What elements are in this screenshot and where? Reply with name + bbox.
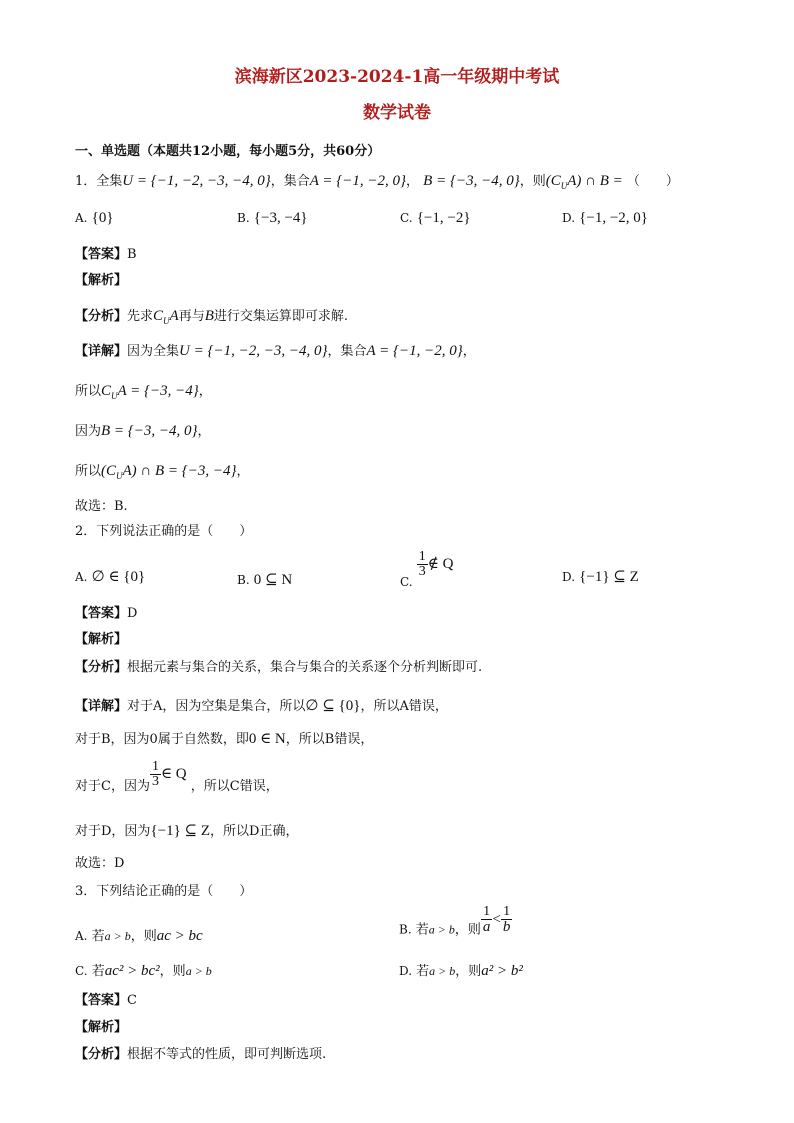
- q2-xiangjie-4: [75, 820, 298, 840]
- q2-x3-pre: 对于C，因为: [75, 779, 150, 794]
- q3-option-a-cond: a > b: [104, 929, 131, 943]
- q2-conclusion: 故选：D: [75, 856, 125, 871]
- q1-x2-expr: [101, 383, 199, 399]
- q1-x4-tail: A) ∩ B = {−3, −4}: [122, 463, 237, 479]
- section-heading: 一、单选题（本题共12小题，每小题5分，共60分）: [75, 144, 381, 159]
- q1-x1-a: A = {−1, −2, 0}: [366, 343, 463, 359]
- q3-option-a: [75, 925, 203, 945]
- q3-fenxi-tag: 【分析】: [75, 1047, 128, 1062]
- q1-x4-sub: U: [116, 471, 123, 481]
- q2-fenxi: [75, 656, 482, 675]
- q2-option-d-label: D.: [562, 570, 576, 584]
- q2-option-c-den: 3: [418, 564, 426, 579]
- q1-stem: [75, 170, 679, 191]
- q3-option-c-cond: ac² > bc²: [104, 963, 160, 979]
- q1-x4-expr: [101, 463, 237, 479]
- q1-option-a-label: A.: [75, 211, 88, 225]
- q1-fenxi-expr-tail: A: [169, 308, 179, 324]
- q1-expr-sub: U: [560, 181, 568, 191]
- q3-option-b-frac1: [481, 905, 493, 935]
- q2-option-c: [400, 550, 453, 589]
- q1-x2-pre: 所以: [75, 384, 102, 399]
- q1-xiangjie-4: [75, 460, 250, 481]
- q1-x3-pre: 因为: [75, 424, 102, 439]
- q2-x3-post: ，所以C错误，: [190, 779, 279, 794]
- q1-fenxi-tag: 【分析】: [75, 309, 128, 324]
- q1-option-a-value: {0}: [91, 210, 114, 226]
- q1-fenxi-mid: 再与: [178, 309, 205, 324]
- exam-title: 滨海新区2023-2024-1高一年级期中考试: [234, 67, 560, 87]
- q1-option-d-label: D.: [562, 211, 576, 225]
- q1-option-b: [237, 210, 308, 227]
- q1-conclusion: 故选：B.: [75, 499, 128, 514]
- q3-option-b-mid: ，则: [454, 922, 481, 938]
- q1-x2-c: C: [101, 383, 112, 399]
- q3-option-c-label: C.: [75, 964, 88, 978]
- q2-analysis-tag: 【解析】: [75, 632, 128, 647]
- q1-fenxi-expr-head: C: [153, 308, 164, 324]
- q1-answer-tag: 【答案】: [75, 247, 128, 262]
- q2-option-c-label: C.: [400, 575, 413, 589]
- q1-xiangjie-tag: 【详解】: [75, 344, 128, 359]
- q3-option-a-pre: 若: [91, 929, 105, 944]
- q3-option-b-lt: <: [492, 911, 501, 928]
- q1-option-d: [562, 210, 648, 227]
- q2-fenxi-text: 根据元素与集合的关系，集合与集合的关系逐个分析判断即可.: [127, 660, 483, 675]
- q1-fenxi-post: 进行交集运算即可求解.: [213, 309, 349, 324]
- q1-xiangjie-1: [75, 340, 476, 360]
- q3-option-c-pre: 若: [91, 964, 105, 979]
- q2-xiangjie-2: [75, 728, 373, 748]
- q3-option-c: [75, 960, 212, 980]
- q1-x3-b: B = {−3, −4, 0}: [101, 423, 198, 439]
- q2-stem: 2．下列说法正确的是（ ）: [75, 524, 253, 539]
- q2-x4-pre: 对于D，因为: [75, 824, 151, 839]
- q2-x3-expr: ∈ Q: [160, 766, 187, 782]
- q1-answer: [75, 243, 137, 262]
- q2-option-c-num: 1: [418, 549, 426, 564]
- q1-x2-sub: U: [111, 391, 118, 401]
- q2-x3-num: 1: [151, 759, 159, 774]
- q1-x4-end: ，: [236, 464, 250, 479]
- q2-x1-expr: ∅ ⊆ {0}: [305, 698, 361, 714]
- q1-fenxi-b: B: [204, 308, 214, 324]
- q1-paren: （ ）: [626, 174, 679, 189]
- q3-option-a-result: ac > bc: [156, 928, 203, 944]
- q1-fenxi: [75, 305, 348, 326]
- q3-answer-tag: 【答案】: [75, 993, 128, 1008]
- q1-fenxi-pre: 先求: [127, 309, 154, 324]
- q3-fenxi: [75, 1043, 326, 1062]
- q2-option-a-label: A.: [75, 570, 88, 584]
- q2-xiangjie-3: [75, 760, 279, 794]
- q1-text: ，集合: [270, 174, 310, 189]
- q1-set-b: B = {−3, −4, 0}: [423, 173, 520, 189]
- q2-xiangjie-tag: 【详解】: [75, 699, 128, 714]
- q3-option-a-mid: ，则: [130, 929, 157, 944]
- q1-analysis-tag: 【解析】: [75, 273, 128, 288]
- q2-x1-pre: 对于A，因为空集是集合，所以: [127, 699, 306, 714]
- q3-stem: 3．下列结论正确的是（ ）: [75, 884, 253, 899]
- q2-option-a: [75, 567, 145, 586]
- q1-expr-head: (C: [545, 173, 561, 189]
- q2-x2-expr: 0 ∈ N: [248, 731, 286, 747]
- q2-answer: [75, 602, 137, 621]
- q2-x1-post: ，所以A错误，: [360, 699, 448, 714]
- q2-x3-den: 3: [151, 774, 159, 789]
- q3-option-b-label: B.: [399, 922, 412, 937]
- q3-option-d-cond: a > b: [429, 964, 456, 978]
- q3-answer: [75, 989, 137, 1008]
- q3-option-b-pre: 若: [415, 922, 429, 938]
- q2-option-b-value: 0 ⊆ N: [253, 572, 293, 588]
- q1-x2-tail: A = {−3, −4}: [117, 383, 199, 399]
- q1-set-a: A = {−1, −2, 0}: [309, 173, 407, 189]
- q1-option-c-value: {−1, −2}: [416, 210, 471, 226]
- q2-x4-post: ，所以D正确，: [210, 824, 299, 839]
- q3-option-b-num2: 1: [501, 905, 513, 920]
- q1-x1-end: ，: [462, 344, 476, 359]
- q3-option-b: [399, 905, 512, 938]
- q1-x1-pre: 因为全集: [127, 344, 180, 359]
- q1-x1-u: U = {−1, −2, −3, −4, 0}: [179, 343, 328, 359]
- q1-x3-end: ，: [197, 424, 211, 439]
- q3-option-b-frac2: [501, 905, 513, 935]
- q3-option-b-den2: b: [502, 919, 511, 935]
- q2-option-b: [237, 570, 292, 589]
- q1-option-c: [400, 210, 471, 227]
- q1-x4-pre: 所以: [75, 464, 102, 479]
- exam-subtitle: 数学试卷: [363, 103, 431, 123]
- q1-x2-end: ，: [198, 384, 212, 399]
- q3-analysis-tag: 【解析】: [75, 1020, 128, 1035]
- q2-option-d-value: {−1} ⊆ Z: [579, 569, 639, 585]
- q2-x2-pre: 对于B，因为0属于自然数，即: [75, 732, 249, 747]
- q3-option-d-mid: ，则: [455, 964, 482, 979]
- q3-option-b-cond: a > b: [428, 922, 455, 937]
- q1-option-a: [75, 210, 114, 227]
- q3-option-a-label: A.: [75, 929, 88, 943]
- q1-option-d-value: {−1, −2, 0}: [579, 210, 648, 226]
- q2-xiangjie-1: [75, 695, 448, 715]
- q3-option-b-den1: a: [482, 919, 491, 935]
- q3-option-d-label: D.: [399, 964, 413, 978]
- q3-option-c-result: a > b: [185, 964, 212, 978]
- q2-option-c-fraction: [417, 550, 428, 579]
- q1-sep: ，: [406, 174, 420, 189]
- q1-option-b-label: B.: [237, 211, 250, 225]
- q1-x1-mid: ，集合: [327, 344, 367, 359]
- q3-option-b-num1: 1: [481, 905, 493, 920]
- q2-x2-post: ，所以B错误，: [285, 732, 374, 747]
- q2-option-c-value: ∉ Q: [427, 556, 454, 572]
- q2-option-b-label: B.: [237, 573, 250, 587]
- q3-option-c-mid: ，则: [159, 964, 186, 979]
- q3-option-d-result: a² > b²: [481, 963, 523, 979]
- q1-xiangjie-2: [75, 380, 212, 401]
- q1-prefix: 1．全集: [75, 174, 123, 189]
- q1-x4-c: (C: [101, 463, 117, 479]
- q2-x3-fraction: [150, 760, 161, 789]
- q2-x4-expr: {−1} ⊆ Z: [150, 823, 211, 839]
- q1-expr: [546, 173, 623, 189]
- q1-fenxi-expr-sub: U: [163, 316, 170, 326]
- q1-option-c-label: C.: [400, 211, 413, 225]
- q1-fenxi-expr: [153, 308, 179, 324]
- q2-answer-tag: 【答案】: [75, 606, 128, 621]
- q1-option-b-value: {−3, −4}: [253, 210, 308, 226]
- q2-option-a-value: ∅ ∈ {0}: [91, 569, 146, 585]
- q2-answer-value: D: [127, 606, 138, 621]
- q1-text2: ，则: [519, 174, 546, 189]
- q2-option-d: [562, 567, 639, 586]
- q3-fenxi-text: 根据不等式的性质，即可判断选项.: [127, 1047, 327, 1062]
- q3-option-d-pre: 若: [416, 964, 430, 979]
- q1-expr-tail: A) ∩ B =: [567, 173, 623, 189]
- q2-fenxi-tag: 【分析】: [75, 660, 128, 675]
- q3-answer-value: C: [127, 993, 137, 1008]
- q1-xiangjie-3: [75, 420, 211, 440]
- q1-answer-value: B: [127, 247, 137, 262]
- q1-set-u: U = {−1, −2, −3, −4, 0}: [122, 173, 271, 189]
- q3-option-d: [399, 960, 523, 980]
